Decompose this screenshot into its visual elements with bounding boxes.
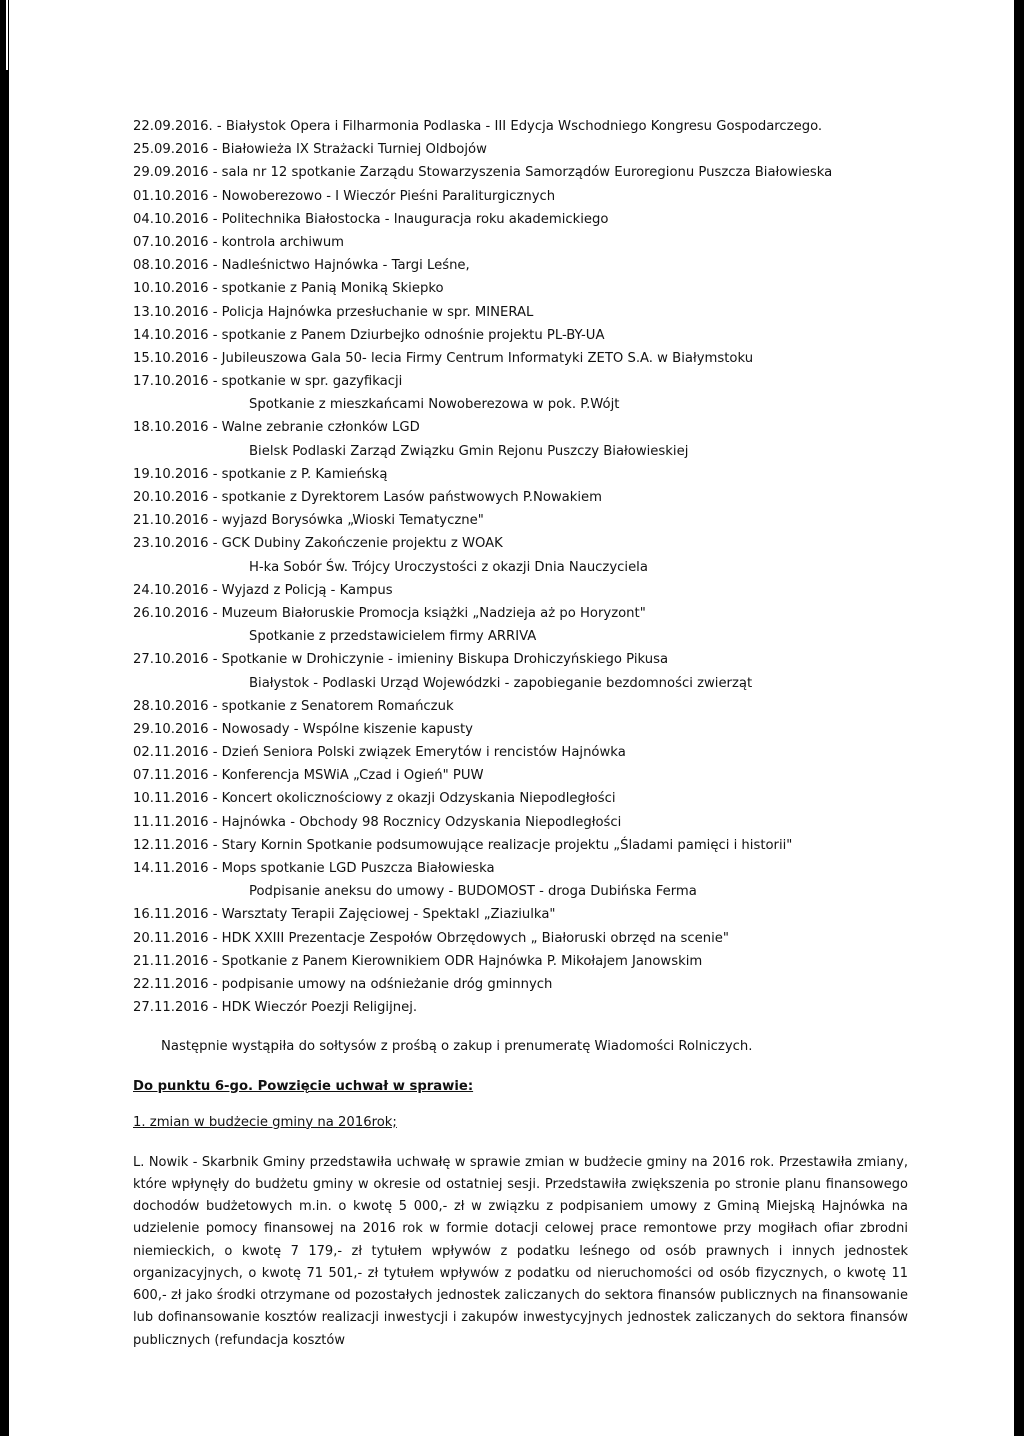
event-line: 26.10.2016 - Muzeum Białoruskie Promocja książki „Nadzieja aż po Horyzont"	[133, 605, 646, 621]
intro-text: Następnie wystąpiła do sołtysów z prośbą o zakup i prenumeratę Wiadomości Rolniczych.	[161, 1039, 753, 1055]
event-line: 27.10.2016 - Spotkanie w Drohiczynie - imieniny Biskupa Drohiczyńskiego Pikusa	[133, 652, 669, 668]
event-line: 18.10.2016 - Walne zebranie członków LGD	[133, 420, 420, 436]
event-line: 22.11.2016 - podpisanie umowy na odśnieżanie dróg gminnych	[133, 976, 553, 992]
event-subline: Spotkanie z przedstawicielem firmy ARRIVA	[249, 629, 537, 645]
event-line: 07.11.2016 - Konferencja MSWiA „Czad i Ogień" PUW	[133, 768, 484, 784]
subheading: 1. zmian w budżecie gminy na 2016rok;	[133, 1114, 397, 1130]
event-line: 07.10.2016 - kontrola archiwum	[133, 234, 345, 250]
event-line: 29.09.2016 - sala nr 12 spotkanie Zarządu Stowarzyszenia Samorządów Euroregionu Puszcza Białowieska	[133, 165, 833, 181]
section-heading: Do punktu 6-go. Powzięcie uchwał w sprawie:	[133, 1078, 474, 1094]
body-paragraph: L. Nowik - Skarbnik Gminy przedstawiła uchwałę w sprawie zmian w budżecie gminy na 2016 rok. Przestawiła zmiany, które wpłynęły do budżetu gminy w okresie od ostatniej sesji. Przedstawiła zwiększenia po stronie planu finansowego dochodów budżetowych m.in. o kwotę 5 000,- zł w związku z podpisaniem umowy z Gminą Miejską Hajnówka na udzielenie pomocy finansowej na 2016 rok w formie dotacji celowej prace remontowe przy mogiłach ofiar zbrodni niemieckich, o kwotę 7 179,- zł tytułem wpływów z podatku leśnego od osób prawnych i innych jednostek organizacyjnych, o kwotę 71 501,- zł tytułem wpływów z podatku od nieruchomości od osób fizycznych, o kwotę 11 600,- zł jako środki otrzymane od pozostałych jednostek zaliczanych do sektora finansów publicznych na finansowanie lub dofinansowanie kosztów realizacji inwestycji i zakupów inwestycyjnych jednostek zaliczanych do sektora finansów publicznych (refundacja kosztów	[133, 1154, 908, 1348]
event-line: 11.11.2016 - Hajnówka - Obchody 98 Rocznicy Odzyskania Niepodległości	[133, 814, 622, 830]
event-subline: Podpisanie aneksu do umowy - BUDOMOST - droga Dubińska Ferma	[249, 884, 697, 900]
event-line: 21.11.2016 - Spotkanie z Panem Kierownikiem ODR Hajnówka P. Mikołajem Janowskim	[133, 953, 703, 969]
event-line: 20.10.2016 - spotkanie z Dyrektorem Lasów państwowych P.Nowakiem	[133, 490, 603, 505]
event-line: 04.10.2016 - Politechnika Białostocka - Inauguracja roku akademickiego	[133, 211, 609, 227]
event-list	[133, 115, 908, 1019]
event-line: 14.10.2016 - spotkanie z Panem Dziurbejko odnośnie projektu PL-BY-UA	[133, 327, 605, 343]
event-line: 15.10.2016 - Jubileuszowa Gala 50- lecia Firmy Centrum Informatyki ZETO S.A. w Białymstoku	[133, 350, 754, 366]
event-line: 25.09.2016 - Białowieża IX Strażacki Turniej Oldbojów	[133, 142, 487, 158]
event-line: 29.10.2016 - Nowosady - Wspólne kiszenie kapusty	[133, 721, 473, 737]
scan-border-left	[0, 0, 9, 1436]
event-line: 27.11.2016 - HDK Wieczór Poezji Religijnej.	[133, 1000, 418, 1016]
event-line: 01.10.2016 - Nowoberezowo - I Wieczór Pieśni Paraliturgicznych	[133, 188, 556, 204]
event-line: 10.11.2016 - Koncert okolicznościowy z okazji Odzyskania Niepodległości	[133, 791, 616, 807]
event-line: 21.10.2016 - wyjazd Borysówka „Wioski Tematyczne"	[133, 513, 484, 529]
scan-border-right	[1014, 0, 1024, 1436]
event-line: 12.11.2016 - Stary Kornin Spotkanie podsumowujące realizacje projektu „Śladami pamięci i historii"	[133, 837, 793, 853]
event-line: 22.09.2016. - Białystok Opera i Filharmonia Podlaska - III Edycja Wschodniego Kongresu Gospodarczego.	[133, 119, 823, 134]
event-line: 08.10.2016 - Nadleśnictwo Hajnówka - Targi Leśne,	[133, 258, 470, 274]
event-line: 20.11.2016 - HDK XXIII Prezentacje Zespołów Obrzędowych „ Białoruski obrzęd na scenie"	[133, 930, 729, 946]
event-line: 10.10.2016 - spotkanie z Panią Moniką Skiepko	[133, 281, 444, 297]
event-line: 19.10.2016 - spotkanie z P. Kamieńską	[133, 466, 388, 482]
document-page	[133, 115, 908, 1352]
event-subline: Bielsk Podlaski Zarząd Związku Gmin Rejonu Puszczy Białowieskiej	[249, 443, 689, 459]
event-line: 13.10.2016 - Policja Hajnówka przesłuchanie w spr. MINERAL	[133, 304, 534, 320]
event-line: 14.11.2016 - Mops spotkanie LGD Puszcza Białowieska	[133, 861, 495, 876]
event-line: 23.10.2016 - GCK Dubiny Zakończenie projektu z WOAK	[133, 536, 503, 552]
event-line: 28.10.2016 - spotkanie z Senatorem Romańczuk	[133, 698, 454, 714]
event-subline: Białystok - Podlaski Urząd Wojewódzki - zapobieganie bezdomności zwierząt	[249, 675, 753, 691]
event-line: 16.11.2016 - Warsztaty Terapii Zajęciowej - Spektakl „Ziaziulka"	[133, 907, 556, 923]
event-line: 24.10.2016 - Wyjazd z Policją - Kampus	[133, 582, 393, 598]
event-subline: H-ka Sobór Św. Trójcy Uroczystości z okazji Dnia Nauczyciela	[249, 559, 648, 575]
event-line: 17.10.2016 - spotkanie w spr. gazyfikacji	[133, 374, 403, 390]
event-subline: Spotkanie z mieszkańcami Nowoberezowa w pok. P.Wójt	[249, 397, 620, 413]
event-line: 02.11.2016 - Dzień Seniora Polski związek Emerytów i rencistów Hajnówka	[133, 745, 626, 761]
